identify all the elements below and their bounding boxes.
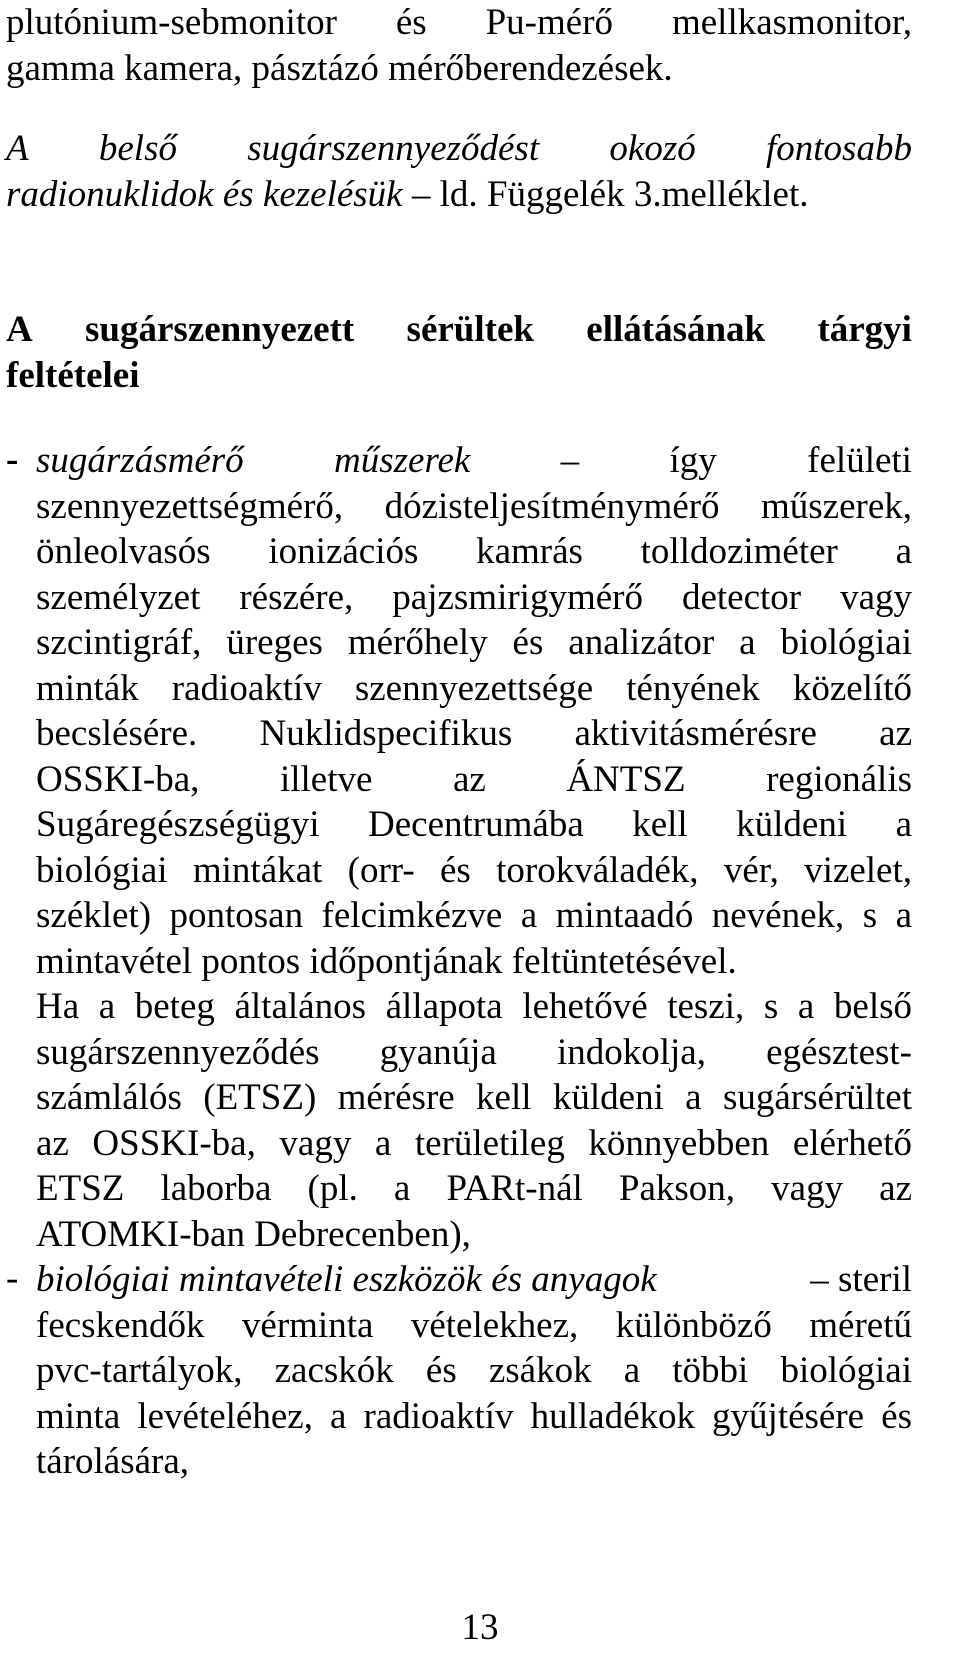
word: tárgyi — [817, 309, 912, 350]
word: sugárszennyezett — [85, 309, 355, 350]
text-line: szcintigráf, üreges mérőhely és analizátor a biológiai — [36, 622, 912, 663]
word: sérültek — [406, 309, 534, 350]
paragraph-radionuclides-reference — [6, 126, 912, 218]
word: belső — [98, 128, 177, 169]
equipment-list — [6, 438, 912, 1485]
word: felületi — [807, 440, 912, 481]
paragraph-equipment-continued — [6, 0, 912, 92]
list-item-biological-sampling — [6, 1257, 912, 1485]
italic-text: radionuklidok és kezelésük — [6, 174, 403, 215]
text-line: minta levételéhez, a radioaktív hulladékok gyűjtésére és — [36, 1395, 912, 1437]
text-line: sugárszennyeződés gyanúja indokolja, egésztest- — [36, 1031, 912, 1073]
text-line: tárolására, — [36, 1441, 190, 1482]
italic-term: biológiai mintavételi eszközök és anyagok — [36, 1259, 657, 1300]
text-line — [6, 0, 912, 46]
word: sugárszennyeződést — [247, 128, 540, 169]
list-item-radiation-meters — [6, 438, 912, 1257]
page-number: 13 — [461, 1607, 499, 1648]
list-item-body — [36, 438, 912, 1257]
word: és — [395, 2, 427, 43]
text-line: ETSZ laborba (pl. a PARt-nál Pakson, vagy az — [36, 1168, 912, 1209]
word: – — [560, 440, 580, 481]
text-line: önleolvasós ionizációs kamrás tolldoziméter a — [36, 531, 912, 572]
section-heading — [6, 307, 912, 399]
word: ellátásának — [586, 309, 766, 350]
text-line — [6, 126, 912, 172]
text-line — [6, 307, 912, 353]
text-line — [36, 438, 912, 484]
text-line: személyzet részére, pajzsmirigymérő detector vagy — [36, 576, 912, 618]
word: – steril — [810, 1259, 912, 1300]
word: A — [6, 309, 33, 350]
text-line: fecskendők vérminta vételekhez, különböző méretű — [36, 1304, 912, 1346]
text-line: szennyezettségmérő, dózisteljesítménymérő műszerek, — [36, 485, 912, 527]
text-line: minták radioaktív szennyezettsége tényének közelítő — [36, 667, 912, 709]
word: A — [6, 128, 29, 169]
appendix-reference: – ld. Függelék 3.melléklet. — [402, 174, 809, 215]
word: plutónium-sebmonitor — [6, 2, 337, 43]
text-line: Sugáregészségügyi Decentrumába kell küldeni a — [36, 804, 912, 845]
text-line: ATOMKI-ban Debrecenben), — [36, 1213, 471, 1255]
word: így — [669, 440, 717, 481]
text-line: mintavétel pontos időpontjának feltüntetésével. — [36, 940, 737, 982]
word: Pu-mérő — [485, 2, 614, 43]
word: okozó — [609, 128, 696, 169]
text-line: Ha a beteg általános állapota lehetővé teszi, s a belső — [36, 986, 912, 1027]
italic-term: műszerek — [334, 440, 471, 481]
text-line: pvc-tartályok, zacskók és zsákok a többi biológiai — [36, 1350, 912, 1391]
list-dash: - — [6, 1258, 19, 1299]
text-line: széklet) pontosan felcimkézve a mintaadó nevének, s a — [36, 895, 912, 936]
text-line: gamma kamera, pásztázó mérőberendezések. — [6, 48, 673, 89]
italic-term: sugárzásmérő — [36, 440, 244, 481]
list-dash: - — [6, 439, 19, 480]
text-line: OSSKI-ba, illetve az ÁNTSZ regionális — [36, 758, 912, 800]
text-line — [6, 172, 912, 218]
text-line: az OSSKI-ba, vagy a területileg könnyebben elérhető — [36, 1122, 912, 1164]
word: mellkasmonitor, — [671, 2, 912, 43]
text-line: számlálós (ETSZ) mérésre kell küldeni a sugársérültet — [36, 1077, 912, 1118]
text-line: becslésére. Nuklidspecifikus aktivitásmérésre az — [36, 713, 912, 754]
text-line: biológiai mintákat (orr- és torokváladék, vér, vizelet, — [36, 849, 912, 891]
list-item-body — [36, 1257, 912, 1485]
text-line: feltételei — [6, 355, 140, 396]
word: fontosabb — [765, 128, 912, 169]
text-line — [36, 1257, 912, 1303]
